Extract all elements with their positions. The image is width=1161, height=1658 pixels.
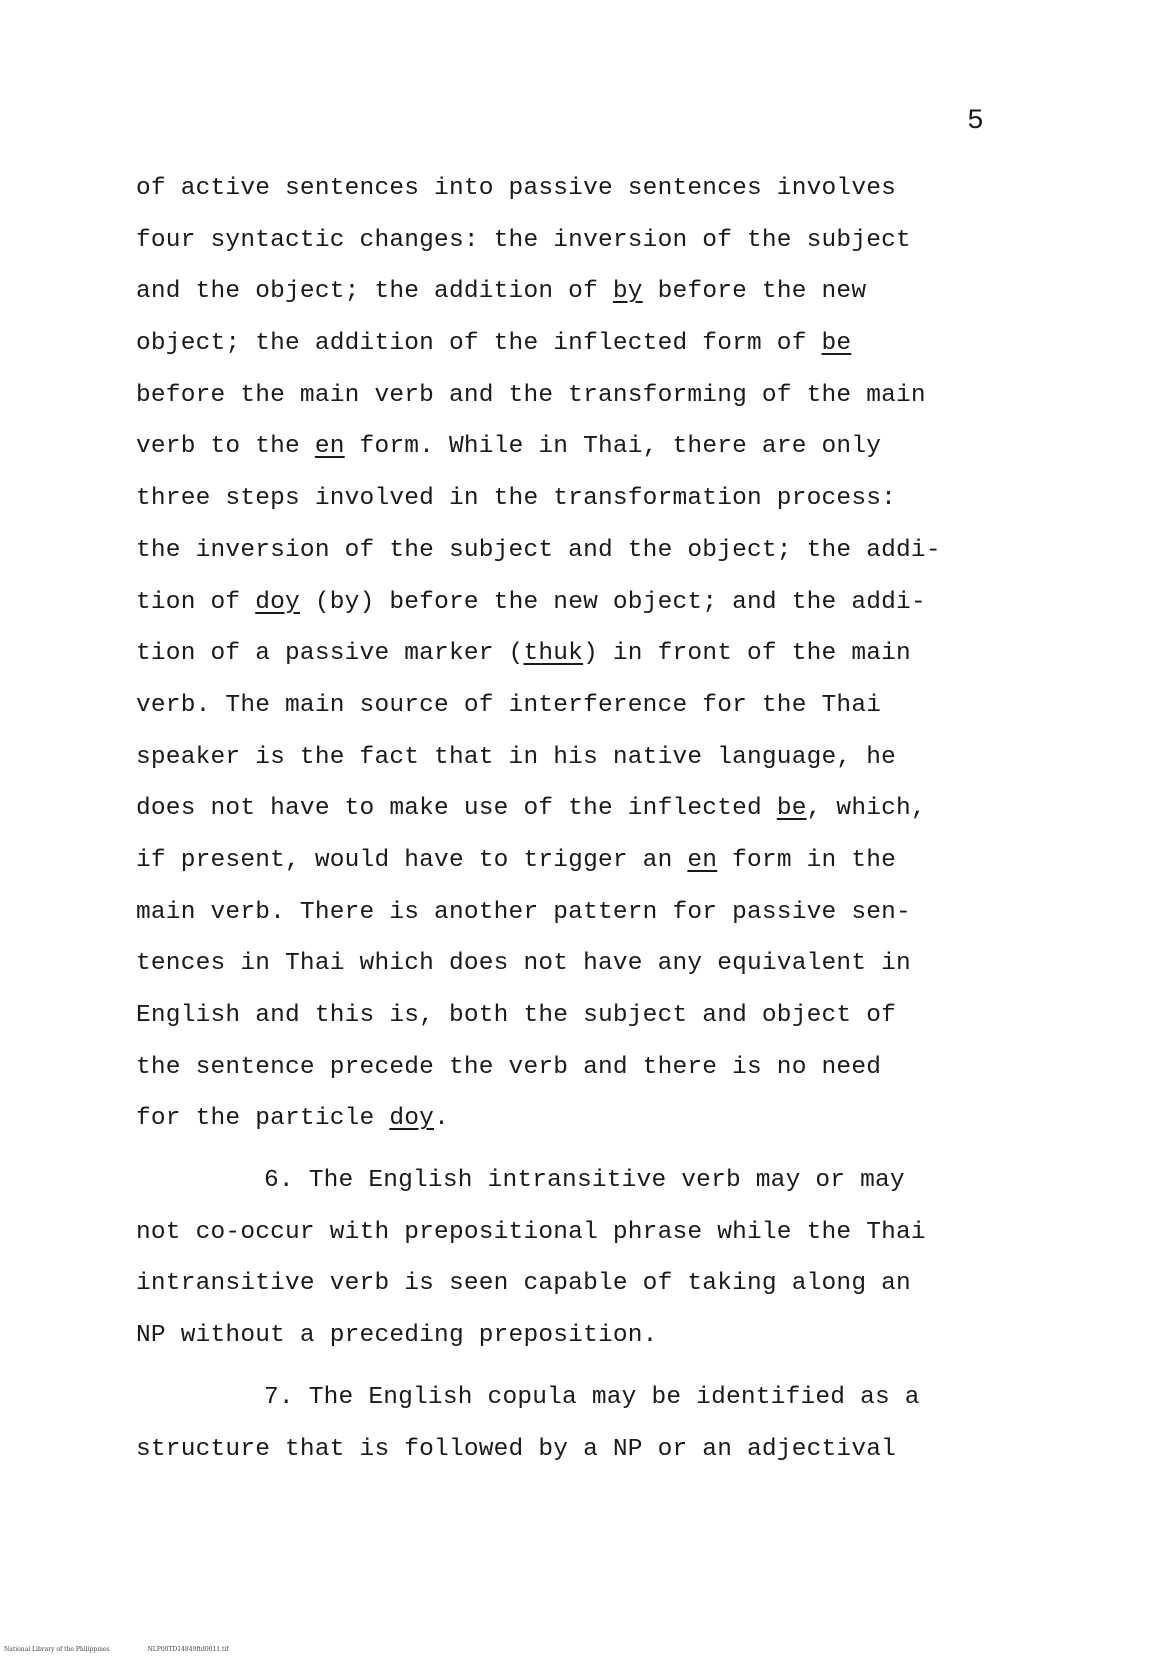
text-line: the inversion of the subject and the object; the addi- [136,536,941,564]
underlined-term: be [776,795,807,823]
text-line: verb to the en form. While in Thai, there are only [136,433,882,461]
underlined-term: en [314,433,345,461]
page-number: 5 [967,106,984,137]
text-line: main verb. There is another pattern for passive sen- [136,898,911,926]
text-line: tences in Thai which does not have any equivalent in [136,950,911,978]
text-line: structure that is followed by a NP or an adjectival [136,1435,897,1463]
text-line: before the main verb and the transforming of the main [136,381,926,409]
underlined-term: thuk [523,640,584,668]
underlined-term: en [687,846,718,874]
text-line: speaker is the fact that in his native language, he [136,743,897,771]
footer-library: National Library of the Philippines [4,1646,110,1653]
footer-filename: NLP00TD14849ftd0011.tif [147,1646,229,1653]
text-line: 7. The English copula may be identified as a [264,1383,920,1411]
scan-footer [4,1646,229,1653]
underlined-term: by [612,278,643,306]
underlined-term: doy [389,1105,435,1133]
underlined-term: doy [255,588,300,616]
text-line: 6. The English intransitive verb may or may [264,1167,905,1195]
text-line: intransitive verb is seen capable of taking along an [136,1270,911,1298]
text-line: four syntactic changes: the inversion of the subject [136,226,911,254]
text-line: does not have to make use of the inflected be, which, [136,795,926,823]
text-line: NP without a preceding preposition. [136,1322,658,1350]
text-line: not co-occur with prepositional phrase while the Thai [136,1218,926,1246]
text-line: for the particle doy. [136,1105,449,1133]
text-line: three steps involved in the transformation process: [136,485,897,513]
text-line: verb. The main source of interference for the Thai [136,691,882,719]
text-line: the sentence precede the verb and there is no need [136,1053,882,1081]
text-line: if present, would have to trigger an en form in the [136,846,897,874]
text-line: tion of doy (by) before the new object; and the addi- [136,588,926,616]
text-line: object; the addition of the inflected form of be [136,330,852,358]
text-line: of active sentences into passive sentences involves [136,175,897,202]
text-line: and the object; the addition of by before the new [136,278,867,306]
text-line: English and this is, both the subject and object of [136,1002,897,1029]
underlined-term: be [821,330,852,358]
text-line: tion of a passive marker (thuk) in front of the main [136,640,911,668]
body-text [136,163,1016,1475]
